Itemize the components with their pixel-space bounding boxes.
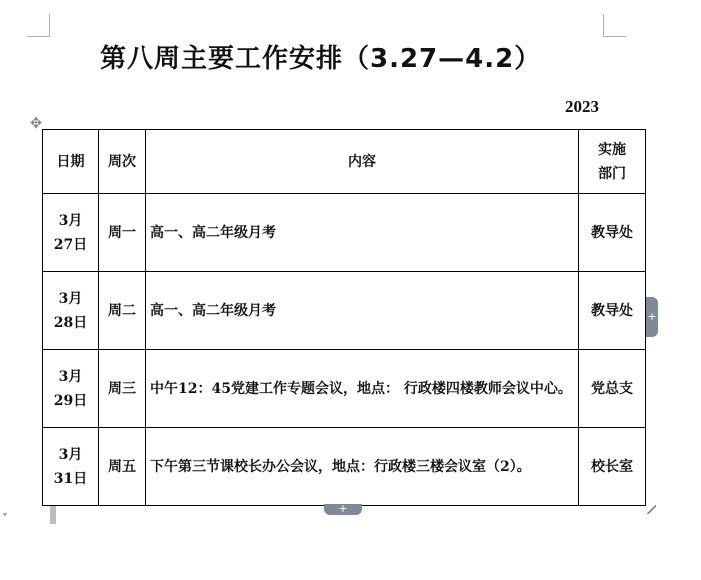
- date-month: 3月: [58, 446, 83, 463]
- ruler-marker: [50, 506, 56, 524]
- header-content[interactable]: 内容: [146, 130, 579, 194]
- add-column-plus-icon[interactable]: +: [646, 297, 658, 337]
- table-row: [43, 350, 646, 428]
- crop-mark-top-right: [603, 14, 626, 37]
- date-cell[interactable]: [43, 350, 99, 428]
- date-month: 3月: [58, 212, 83, 229]
- document-year: 2023: [565, 97, 599, 116]
- table-row: [43, 194, 646, 272]
- schedule-table: [42, 129, 646, 506]
- header-department-line1: 实施: [598, 141, 626, 158]
- table-resize-icon[interactable]: [647, 505, 656, 514]
- table-row: [43, 272, 646, 350]
- department-cell[interactable]: 党总支: [579, 350, 646, 428]
- content-cell[interactable]: 高一、高二年级月考: [146, 194, 579, 272]
- department-cell[interactable]: 教导处: [579, 272, 646, 350]
- header-department-line2: 部门: [598, 165, 626, 182]
- content-cell[interactable]: 中午12：45党建工作专题会议，地点： 行政楼四楼教师会议中心。: [146, 350, 579, 428]
- date-month: 3月: [58, 368, 83, 385]
- date-day: 31日: [53, 470, 88, 487]
- date-day: 28日: [53, 314, 88, 331]
- weekday-cell[interactable]: 周一: [99, 194, 146, 272]
- table-header-row: [43, 130, 646, 194]
- table-move-icon[interactable]: ✥: [29, 114, 43, 132]
- header-department[interactable]: [579, 130, 646, 194]
- date-day: 29日: [53, 392, 88, 409]
- weekday-cell[interactable]: 周二: [99, 272, 146, 350]
- header-date[interactable]: 日期: [43, 130, 99, 194]
- date-day: 27日: [53, 236, 88, 253]
- add-row-plus-icon[interactable]: +: [324, 504, 362, 515]
- document-title: 第八周主要工作安排（3.27—4.2）: [100, 44, 542, 74]
- weekday-cell[interactable]: 周五: [99, 428, 146, 506]
- header-weekday[interactable]: 周次: [99, 130, 146, 194]
- content-cell[interactable]: 高一、高二年级月考: [146, 272, 579, 350]
- department-cell[interactable]: 教导处: [579, 194, 646, 272]
- crop-mark-top-left: [27, 14, 50, 37]
- department-cell[interactable]: 校长室: [579, 428, 646, 506]
- weekday-cell[interactable]: 周三: [99, 350, 146, 428]
- caret-down-icon: ▾: [3, 510, 8, 519]
- date-cell[interactable]: [43, 272, 99, 350]
- content-cell[interactable]: 下午第三节课校长办公会议，地点：行政楼三楼会议室（2）。: [146, 428, 579, 506]
- table-row: [43, 428, 646, 506]
- date-cell[interactable]: [43, 194, 99, 272]
- date-cell[interactable]: [43, 428, 99, 506]
- date-month: 3月: [58, 290, 83, 307]
